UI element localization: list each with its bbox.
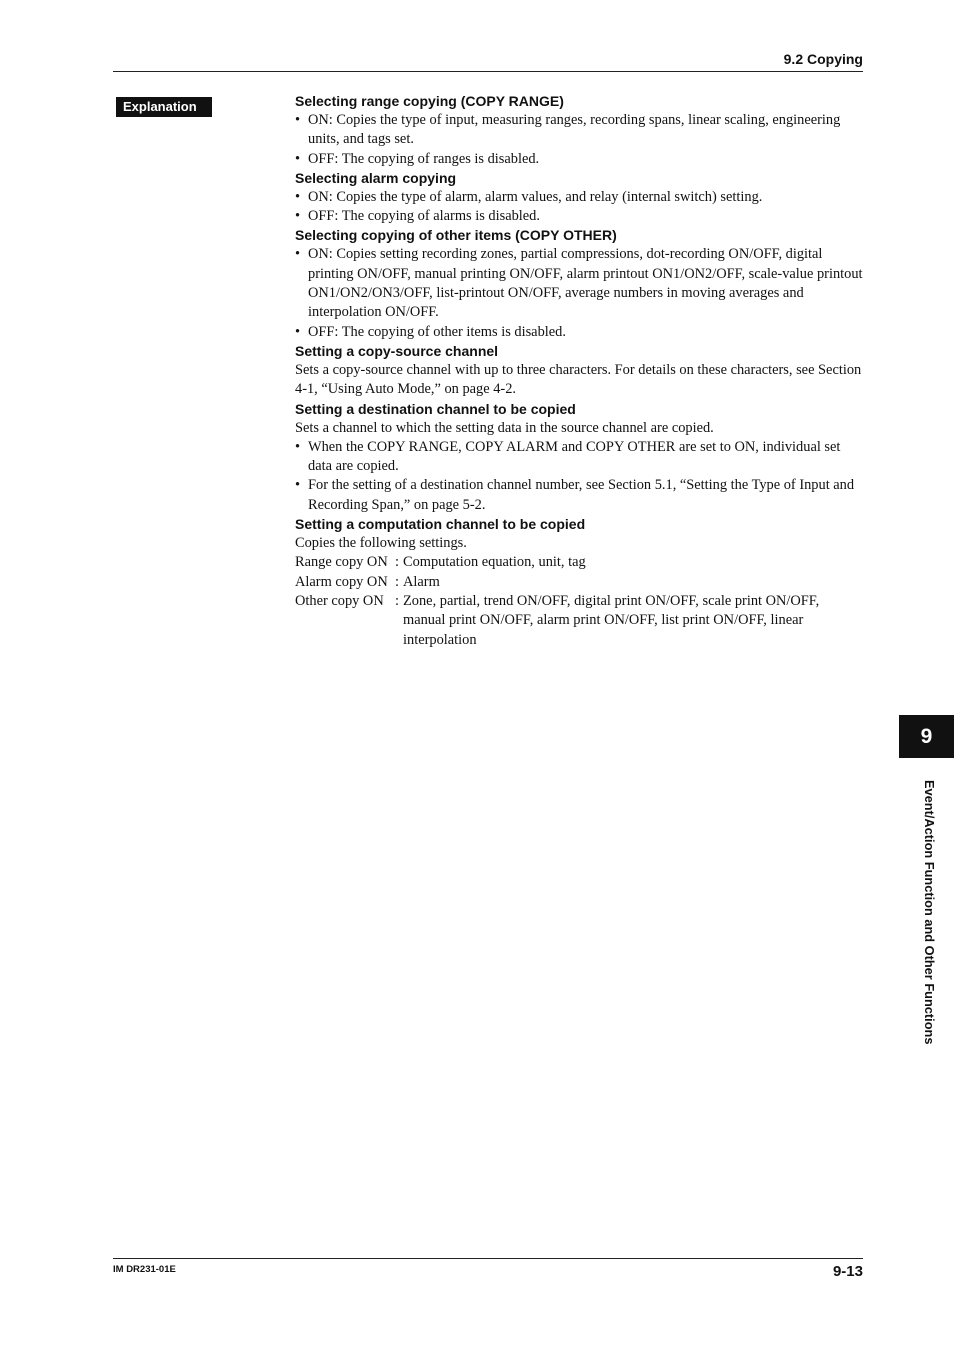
definition-text: Alarm bbox=[403, 573, 440, 590]
definition-row bbox=[295, 553, 863, 572]
definition-row bbox=[295, 592, 863, 650]
page-number: 9-13 bbox=[832, 1263, 863, 1280]
bullet-icon: • bbox=[295, 477, 301, 494]
definition-colon: : bbox=[395, 554, 399, 571]
section-destination-channel bbox=[295, 400, 863, 515]
paragraph: Copies the following settings. bbox=[295, 535, 467, 552]
definition-text: Zone, partial, trend ON/OFF, digital print ON/OFF, scale print ON/OFF, manual print ON/OFF, alarm print ON/OFF, list print ON/OFF, linear interpolation bbox=[403, 592, 820, 648]
definition-term: Range copy ON bbox=[295, 554, 388, 571]
bullet-icon: • bbox=[295, 246, 301, 263]
definition-colon: : bbox=[395, 592, 399, 609]
bullet-icon: • bbox=[295, 188, 301, 205]
document-id: IM DR231-01E bbox=[113, 1264, 176, 1275]
paragraph: Sets a channel to which the setting data in the source channel are copied. bbox=[295, 419, 714, 436]
section-other-copying bbox=[295, 226, 863, 341]
main-content bbox=[295, 92, 863, 650]
footer-rule bbox=[113, 1258, 863, 1259]
chapter-tab: 9 bbox=[899, 715, 954, 758]
definition-term: Alarm copy ON bbox=[295, 573, 388, 590]
chapter-side-title: Event/Action Function and Other Functions bbox=[922, 780, 937, 1045]
bullet-icon: • bbox=[295, 208, 301, 225]
definition-colon: : bbox=[395, 573, 399, 590]
section-heading: Setting a destination channel to be copied bbox=[295, 400, 576, 417]
section-range-copying bbox=[295, 92, 863, 169]
section-heading: Setting a computation channel to be copied bbox=[295, 516, 586, 533]
list-item: • When the COPY RANGE, COPY ALARM and COPY OTHER are set to ON, individual set data are copied. bbox=[295, 438, 841, 475]
paragraph: Sets a copy-source channel with up to three characters. For details on these characters, see Section 4-1, “Using Auto Mode,” on page 4-2. bbox=[295, 361, 862, 398]
header-rule bbox=[113, 71, 863, 72]
section-title: 9.2 Copying bbox=[783, 51, 863, 67]
section-heading: Selecting copying of other items (COPY OTHER) bbox=[295, 227, 617, 244]
section-heading: Setting a copy-source channel bbox=[295, 342, 499, 359]
list-item: • ON: Copies the type of alarm, alarm values, and relay (internal switch) setting. bbox=[295, 188, 863, 207]
bullet-icon: • bbox=[295, 150, 301, 167]
list-item: • OFF: The copying of ranges is disabled. bbox=[295, 150, 863, 169]
section-heading: Selecting range copying (COPY RANGE) bbox=[295, 93, 564, 109]
section-computation-channel bbox=[295, 515, 863, 650]
bullet-icon: • bbox=[295, 438, 301, 455]
bullet-icon: • bbox=[295, 112, 301, 128]
definition-text: Computation equation, unit, tag bbox=[403, 554, 586, 571]
list-item: • OFF: The copying of other items is disabled. bbox=[295, 323, 863, 342]
list-item: • ON: Copies setting recording zones, partial compressions, dot-recording ON/OFF, digital printing ON/OFF, manual printing ON/OFF, alarm printout ON1/ON2/OFF, scale-value printout ON1/ON2/ON3/OFF, list-printout ON/OFF, average numbers in moving averages and interpolation ON/OFF. bbox=[295, 246, 863, 321]
definition-term: Other copy ON bbox=[295, 592, 384, 609]
list-item: • ON: Copies the type of input, measuring ranges, recording spans, linear scaling, engineering units, and tags set. bbox=[295, 112, 841, 148]
explanation-label: Explanation bbox=[116, 97, 212, 117]
section-copy-source-channel bbox=[295, 342, 863, 400]
list-item: • OFF: The copying of alarms is disabled. bbox=[295, 207, 863, 226]
definition-row bbox=[295, 573, 863, 592]
list-item: • For the setting of a destination channel number, see Section 5.1, “Setting the Type of Input and Recording Span,” on page 5-2. bbox=[295, 477, 855, 513]
section-heading: Selecting alarm copying bbox=[295, 169, 457, 186]
section-alarm-copying bbox=[295, 169, 863, 227]
bullet-icon: • bbox=[295, 323, 301, 340]
definition-list bbox=[295, 553, 863, 649]
